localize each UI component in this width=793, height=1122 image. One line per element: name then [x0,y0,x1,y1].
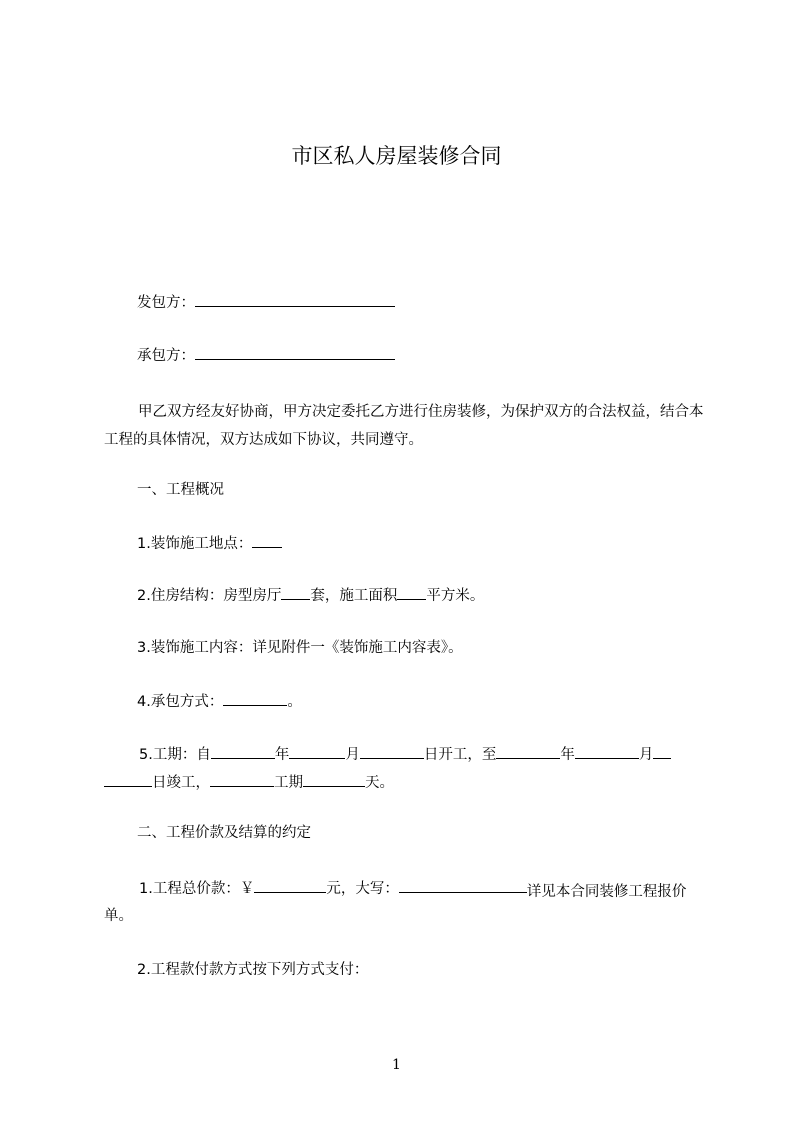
item-1-5-text-f: 月 [638,747,654,763]
page-number: 1 [392,1057,401,1073]
item-1-4 [137,691,737,712]
sets-blank [281,585,310,600]
party-a-blank [195,292,395,307]
area-blank [397,585,426,600]
item-1-2-text-b: 套，施工面积 [310,588,398,604]
item-1-5-text-e: 年 [560,747,575,763]
start-day-blank [360,744,424,759]
item-1-5-line-2 [104,772,704,793]
contract-mode-blank [223,691,287,706]
item-1-3: 3.装饰施工内容：详见附件一《装饰施工内容表》。 [137,640,463,656]
item-1-5-line-1 [139,744,739,765]
item-1-5-text-h: 工期 [274,775,303,791]
item-1-2 [137,585,737,606]
section2-heading: 二、工程价款及结算的约定 [137,825,311,841]
item-2-1-text-a: 1.工程总价款：￥ [139,881,255,897]
start-year-blank [211,744,275,759]
party-b-label: 承包方： [137,348,195,364]
item-2-1-line-1 [104,878,739,924]
party-a-line [137,292,737,313]
item-1-4-text-b: 。 [287,694,302,710]
start-month-blank [289,744,345,759]
item-1-5-text-g: 日竣工， [152,775,210,791]
duration-days-blank [303,772,365,787]
item-1-5-text-a: 5.工期：自 [139,747,211,763]
item-1-1-label: 1.装饰施工地点： [137,536,253,552]
item-1-5-text-i: 天。 [365,775,394,791]
end-day-blank-part-1 [653,744,671,759]
end-year-blank [496,744,560,759]
item-1-4-text-a: 4.承包方式： [137,694,224,710]
item-1-1 [137,533,737,554]
item-2-2: 2.工程款付款方式按下列方式支付： [137,962,369,978]
item-1-5-text-b: 年 [274,747,290,763]
item-1-5-text-c: 月 [345,747,360,763]
intro-paragraph: 甲乙双方经友好协商，甲方决定委托乙方进行住房装修，为保护双方的合法权益，结合本工程的具体情况，双方达成如下协议，共同遵守。 [104,404,704,448]
site-address-blank [252,533,282,548]
item-2-1-text-c: 详见本合同装修工程报价 [526,884,687,900]
price-in-words-blank [399,878,527,893]
end-month-blank [575,744,639,759]
end-day-blank-part-2 [104,772,152,787]
item-1-2-text-c: 平方米。 [426,588,485,604]
item-2-1-text-b: 元，大写： [326,881,399,897]
party-a-label: 发包方： [137,295,195,311]
duration-prefix-blank [210,772,274,787]
total-price-blank [254,878,326,893]
section1-heading: 一、工程概况 [137,482,224,498]
document-title: 市区私人房屋装修合同 [291,144,502,168]
party-b-blank [195,345,395,360]
party-b-line [137,345,737,366]
item-1-5-text-d: 日开工，至 [423,747,497,763]
item-2-1-text-c-continued: 单。 [104,908,133,924]
item-1-2-text-a: 2.住房结构：房型房厅 [137,588,282,604]
